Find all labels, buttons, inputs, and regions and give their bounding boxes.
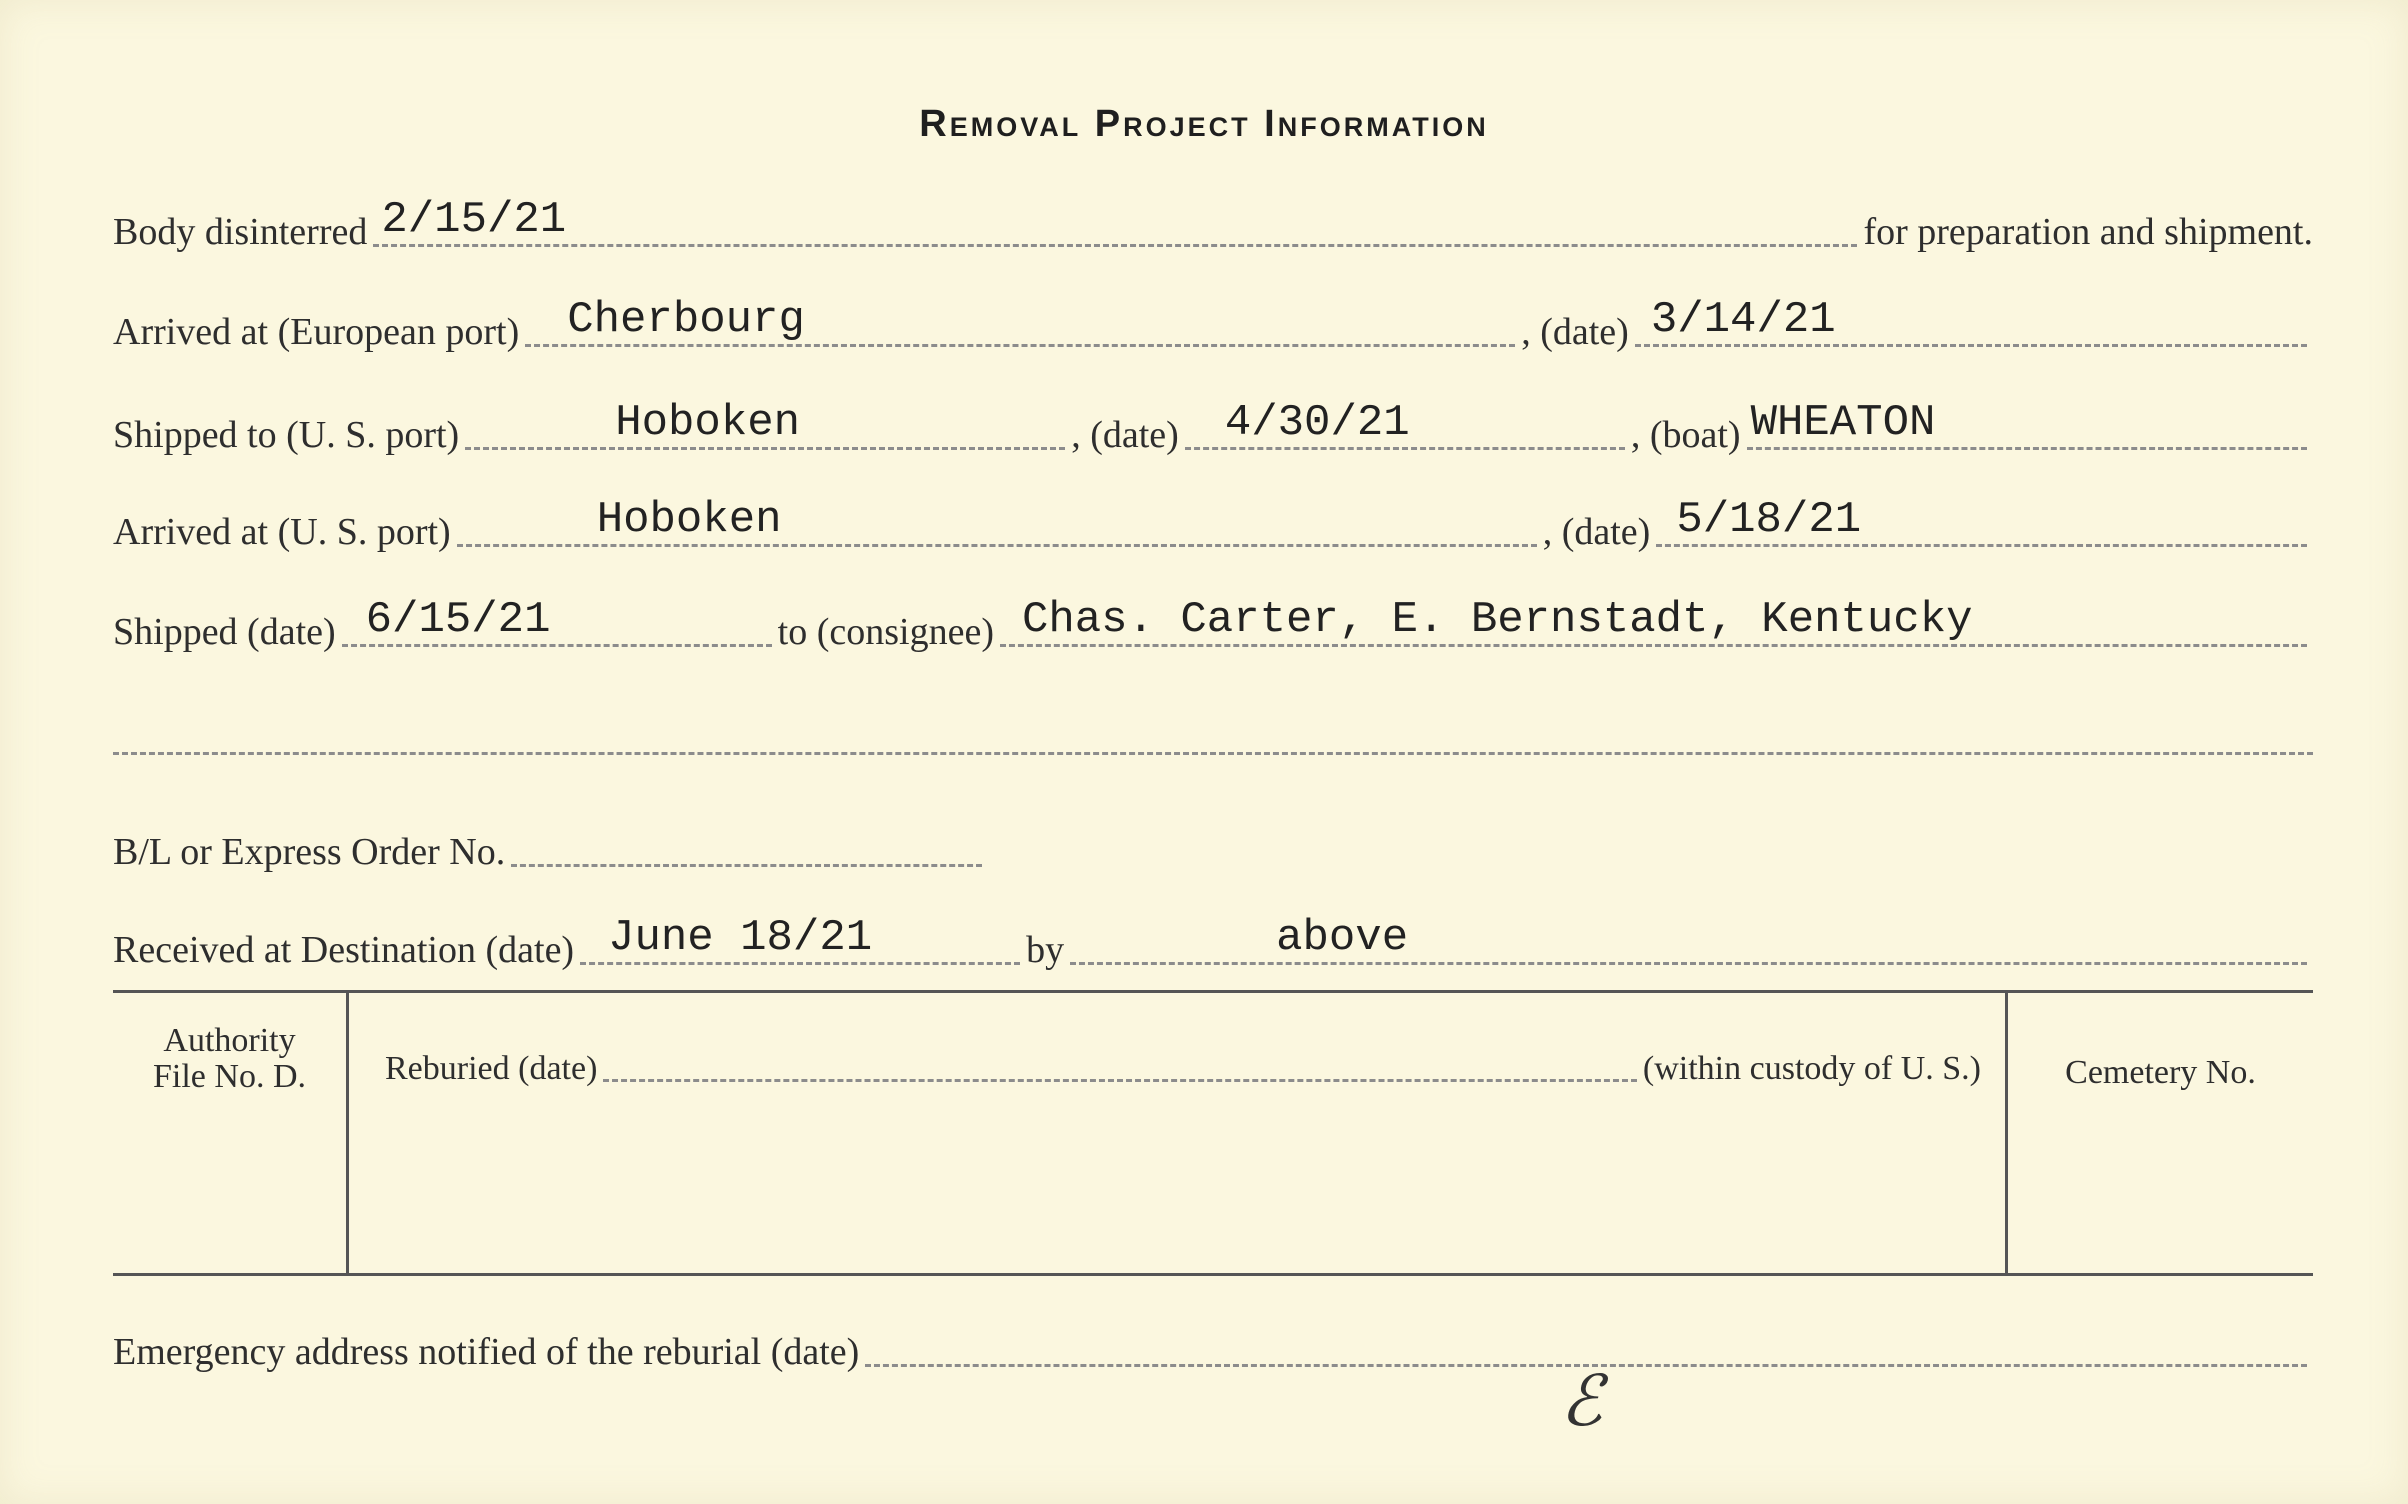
boat-label: , (boat) — [1630, 414, 1741, 456]
consignee-value: Chas. Carter, E. Bernstadt, Kentucky — [1021, 595, 1973, 645]
arrived-us-port-field[interactable] — [457, 495, 1537, 547]
european-date-value: 3/14/21 — [1650, 295, 1836, 345]
arrived-us-row — [113, 495, 2313, 555]
european-date-label: , (date) — [1521, 311, 1629, 353]
shipped-us-row — [113, 398, 2313, 458]
body-disinterred-row — [113, 195, 2313, 255]
shipped-row — [113, 595, 2313, 655]
shipment-suffix-label: for preparation and shipment. — [1863, 211, 2313, 253]
shipped-date-value: 6/15/21 — [365, 595, 551, 645]
arrived-european-row — [113, 295, 2313, 355]
shipped-us-date-field[interactable] — [1185, 398, 1625, 450]
received-by-value: above — [1276, 913, 1409, 963]
handwritten-initial: ℰ — [1560, 1360, 1603, 1442]
consignee-continuation-line — [113, 752, 2313, 755]
arrived-us-date-value: 5/18/21 — [1676, 495, 1862, 545]
table-divider-right — [2005, 993, 2008, 1273]
shipped-date-field[interactable] — [342, 595, 772, 647]
emergency-row — [113, 1320, 2313, 1375]
arrived-us-date-field[interactable] — [1656, 495, 2307, 547]
european-port-field[interactable] — [525, 295, 1515, 347]
shipped-us-date-value: 4/30/21 — [1224, 398, 1410, 448]
european-port-value: Cherbourg — [567, 295, 805, 345]
received-date-value: June 18/21 — [608, 913, 873, 963]
received-row — [113, 913, 2313, 973]
reburied-field[interactable] — [603, 1043, 1637, 1082]
shipped-us-port-value: Hoboken — [615, 398, 801, 448]
received-by-field[interactable] — [1070, 913, 2307, 965]
authority-file-label: Authority File No. D. — [153, 1022, 306, 1095]
body-disinterred-value: 2/15/21 — [381, 195, 567, 245]
consignee-label: to (consignee) — [777, 611, 994, 653]
reburial-table — [113, 990, 2313, 1276]
consignee-field[interactable] — [1000, 595, 2307, 647]
shipped-us-date-label: , (date) — [1071, 414, 1179, 456]
body-disinterred-field[interactable] — [373, 195, 1857, 247]
boat-value: WHEATON — [1750, 398, 1936, 448]
received-by-label: by — [1026, 929, 1065, 971]
arrived-us-label: Arrived at (U. S. port) — [113, 511, 451, 553]
reburied-label: Reburied (date) — [385, 1050, 598, 1087]
received-date-field[interactable] — [580, 913, 1020, 965]
bl-order-row — [113, 820, 988, 875]
arrived-us-port-value: Hoboken — [596, 495, 782, 545]
bl-order-label: B/L or Express Order No. — [113, 831, 506, 873]
table-divider-left — [346, 993, 349, 1273]
bl-order-field[interactable] — [511, 820, 982, 867]
shipped-us-port-field[interactable] — [465, 398, 1065, 450]
body-disinterred-label: Body disinterred — [113, 211, 368, 253]
arrived-european-label: Arrived at (European port) — [113, 311, 520, 353]
page-title: Removal Project Information — [919, 103, 1489, 145]
custody-label: (within custody of U. S.) — [1642, 1050, 1981, 1087]
cemetery-no-label: Cemetery No. — [2065, 1054, 2256, 1091]
arrived-us-date-label: , (date) — [1542, 511, 1651, 553]
european-date-field[interactable] — [1635, 295, 2307, 347]
emergency-label: Emergency address notified of the reburial (date) — [113, 1331, 860, 1373]
received-date-label: Received at Destination (date) — [113, 929, 575, 971]
shipped-date-label: Shipped (date) — [113, 611, 336, 653]
shipped-us-label: Shipped to (U. S. port) — [113, 414, 460, 456]
reburied-row — [385, 1043, 1981, 1090]
boat-field[interactable] — [1747, 398, 2307, 450]
